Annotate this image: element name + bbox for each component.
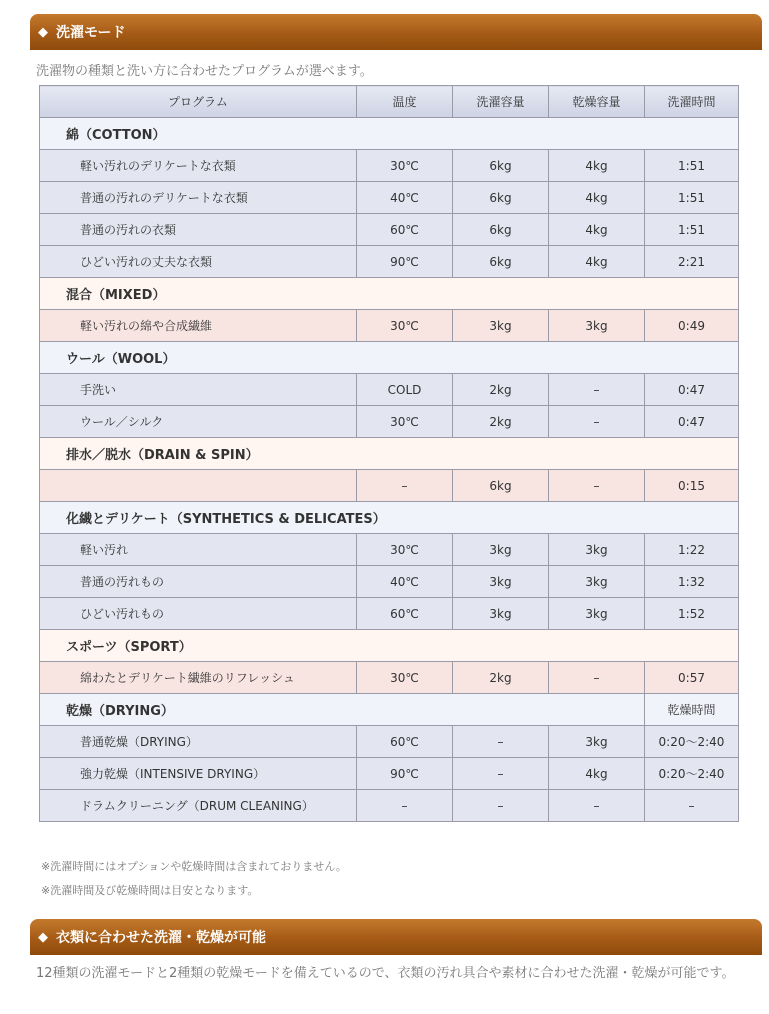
cell-wash-time: 0:57: [645, 662, 739, 694]
cell-wash-time: 1:32: [645, 566, 739, 598]
cell-wash-time: –: [645, 790, 739, 822]
cell-wash-capacity: 6kg: [453, 214, 549, 246]
group-title: ウール（WOOL）: [40, 342, 739, 374]
note-line: ※洗濯時間にはオプションや乾燥時間は含まれておりません。: [41, 860, 347, 873]
cell-wash-time: 0:49: [645, 310, 739, 342]
cell-wash-capacity: –: [453, 758, 549, 790]
cell-program: ひどい汚れもの: [40, 598, 357, 630]
notes: [41, 855, 347, 903]
cell-wash-time: 1:51: [645, 214, 739, 246]
cell-wash-capacity: 2kg: [453, 662, 549, 694]
section-title: 衣類に合わせた洗濯・乾燥が可能: [56, 930, 266, 946]
group-title: 化繊とデリケート（SYNTHETICS & DELICATES）: [40, 502, 739, 534]
group-subhead: 乾燥時間: [645, 694, 739, 726]
table-row: [40, 662, 739, 694]
cell-temperature: –: [357, 790, 453, 822]
table-row: [40, 790, 739, 822]
cell-wash-capacity: 6kg: [453, 182, 549, 214]
cell-wash-time: 0:20～2:40: [645, 758, 739, 790]
cell-wash-capacity: –: [453, 790, 549, 822]
group-row: [40, 630, 739, 662]
cell-temperature: 30℃: [357, 150, 453, 182]
cell-wash-capacity: 6kg: [453, 470, 549, 502]
cell-wash-time: 0:15: [645, 470, 739, 502]
cell-dry-capacity: –: [549, 406, 645, 438]
cell-dry-capacity: 3kg: [549, 310, 645, 342]
table-header-row: [40, 86, 739, 118]
cell-temperature: 30℃: [357, 534, 453, 566]
cell-temperature: 30℃: [357, 662, 453, 694]
group-row: [40, 278, 739, 310]
cell-dry-capacity: 3kg: [549, 534, 645, 566]
group-row: [40, 438, 739, 470]
diamond-icon: ◆: [38, 929, 48, 945]
header-wash-time: 洗濯時間: [645, 86, 739, 118]
diamond-icon: ◆: [38, 24, 48, 40]
cell-program: 軽い汚れ: [40, 534, 357, 566]
cell-wash-capacity: 6kg: [453, 246, 549, 278]
cell-temperature: 30℃: [357, 310, 453, 342]
section-header-washing-modes: [30, 14, 762, 50]
cell-dry-capacity: 4kg: [549, 758, 645, 790]
section-title: 洗濯モード: [56, 25, 126, 41]
group-row: [40, 342, 739, 374]
cell-wash-time: 0:47: [645, 406, 739, 438]
table-row: [40, 726, 739, 758]
group-title: 混合（MIXED）: [40, 278, 739, 310]
cell-temperature: 90℃: [357, 758, 453, 790]
table-row: [40, 758, 739, 790]
cell-temperature: 90℃: [357, 246, 453, 278]
cell-program: 強力乾燥（INTENSIVE DRYING）: [40, 758, 357, 790]
group-row: [40, 118, 739, 150]
cell-program: 普通の汚れの衣類: [40, 214, 357, 246]
group-title: 乾燥（DRYING）: [40, 694, 645, 726]
cell-wash-time: 1:22: [645, 534, 739, 566]
cell-wash-time: 0:20～2:40: [645, 726, 739, 758]
cell-dry-capacity: 4kg: [549, 214, 645, 246]
washing-mode-table: [39, 85, 739, 822]
group-row: [40, 502, 739, 534]
cell-temperature: 40℃: [357, 566, 453, 598]
cell-wash-capacity: 3kg: [453, 534, 549, 566]
description-text: 12種類の洗濯モードと2種類の乾燥モードを備えているので、衣類の汚れ具合や素材に合わせた洗濯・乾燥が可能です。: [36, 966, 735, 981]
cell-wash-capacity: 6kg: [453, 150, 549, 182]
cell-dry-capacity: 3kg: [549, 566, 645, 598]
cell-dry-capacity: 4kg: [549, 182, 645, 214]
cell-program: ひどい汚れの丈夫な衣類: [40, 246, 357, 278]
cell-dry-capacity: –: [549, 470, 645, 502]
cell-program: ドラムクリーニング（DRUM CLEANING）: [40, 790, 357, 822]
cell-temperature: 40℃: [357, 182, 453, 214]
cell-dry-capacity: –: [549, 662, 645, 694]
table-row: [40, 598, 739, 630]
table-row: [40, 214, 739, 246]
group-title: スポーツ（SPORT）: [40, 630, 739, 662]
cell-wash-time: 0:47: [645, 374, 739, 406]
cell-wash-capacity: 2kg: [453, 374, 549, 406]
cell-program: 軽い汚れのデリケートな衣類: [40, 150, 357, 182]
cell-temperature: 60℃: [357, 598, 453, 630]
cell-program: [40, 470, 357, 502]
cell-dry-capacity: 3kg: [549, 598, 645, 630]
header-dry-capacity: 乾燥容量: [549, 86, 645, 118]
table-row: [40, 182, 739, 214]
cell-wash-time: 2:21: [645, 246, 739, 278]
cell-program: 普通の汚れもの: [40, 566, 357, 598]
cell-dry-capacity: –: [549, 374, 645, 406]
cell-wash-capacity: 3kg: [453, 310, 549, 342]
table-row: [40, 470, 739, 502]
cell-wash-time: 1:51: [645, 150, 739, 182]
table-row: [40, 534, 739, 566]
cell-program: 普通乾燥（DRYING）: [40, 726, 357, 758]
cell-temperature: –: [357, 470, 453, 502]
cell-program: 普通の汚れのデリケートな衣類: [40, 182, 357, 214]
cell-wash-capacity: 3kg: [453, 598, 549, 630]
table-row: [40, 150, 739, 182]
cell-program: ウール／シルク: [40, 406, 357, 438]
group-title: 排水／脱水（DRAIN & SPIN）: [40, 438, 739, 470]
cell-temperature: 60℃: [357, 214, 453, 246]
cell-wash-time: 1:52: [645, 598, 739, 630]
header-program: プログラム: [40, 86, 357, 118]
table-row: [40, 566, 739, 598]
table-row: [40, 246, 739, 278]
cell-dry-capacity: 4kg: [549, 150, 645, 182]
cell-dry-capacity: 3kg: [549, 726, 645, 758]
cell-dry-capacity: –: [549, 790, 645, 822]
intro-text: 洗濯物の種類と洗い方に合わせたプログラムが選べます。: [36, 64, 373, 79]
table-row: [40, 310, 739, 342]
table-row: [40, 374, 739, 406]
cell-wash-capacity: 2kg: [453, 406, 549, 438]
table-row: [40, 406, 739, 438]
section-header-laundry-drying: [30, 919, 762, 955]
cell-program: 綿わたとデリケート繊維のリフレッシュ: [40, 662, 357, 694]
group-row: [40, 694, 739, 726]
cell-temperature: COLD: [357, 374, 453, 406]
cell-wash-time: 1:51: [645, 182, 739, 214]
table-body: [40, 118, 739, 822]
header-wash-capacity: 洗濯容量: [453, 86, 549, 118]
group-title: 綿（COTTON）: [40, 118, 739, 150]
cell-wash-capacity: –: [453, 726, 549, 758]
cell-temperature: 30℃: [357, 406, 453, 438]
cell-program: 手洗い: [40, 374, 357, 406]
note-line: ※洗濯時間及び乾燥時間は目安となります。: [41, 884, 259, 897]
cell-program: 軽い汚れの綿や合成繊維: [40, 310, 357, 342]
cell-dry-capacity: 4kg: [549, 246, 645, 278]
header-temperature: 温度: [357, 86, 453, 118]
cell-temperature: 60℃: [357, 726, 453, 758]
cell-wash-capacity: 3kg: [453, 566, 549, 598]
